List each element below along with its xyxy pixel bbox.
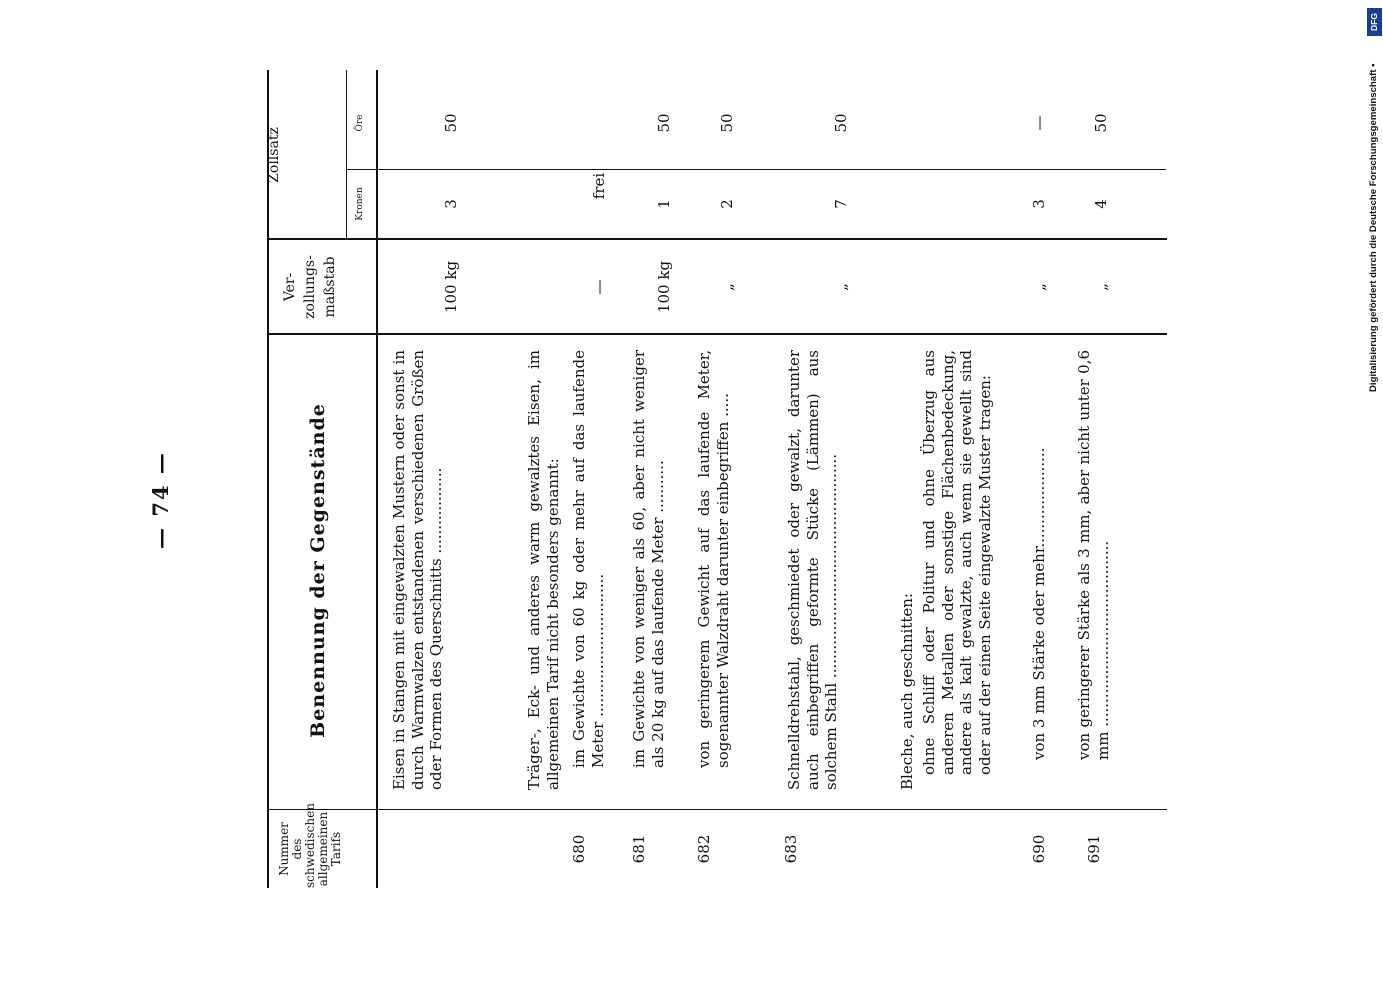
header-description: Benennung der Gegenstände — [307, 403, 329, 738]
digitization-watermark — [1365, 10, 1383, 392]
table-row-description: Schnelldrehstahl, geschmiedet oder gewalzt, darunter auch einbegriffen geformte Stücke (Lämmen) aus solchem Stahl ............................................... — [785, 350, 840, 790]
header-kronen: Kronen — [355, 187, 365, 221]
table-row-ore: 50 — [1092, 113, 1110, 133]
header-unit: Ver- zollungs- maßstab — [282, 255, 338, 319]
table-row-number: 690 — [1030, 834, 1048, 864]
table-row-description: Träger-, Eck- und anderes warm gewalztes Eisen, im allgemeinen Tarif nicht besonders genannt: — [525, 350, 562, 790]
table-row-number: 691 — [1085, 834, 1103, 864]
table-row-ore: 50 — [718, 113, 736, 133]
table-row-unit: „ — [1030, 283, 1048, 291]
table-row-description: von geringerer Stärke als 3 mm, aber nicht unter 0,6 mm ....................................... — [1075, 350, 1112, 760]
table-row-number: 683 — [782, 834, 800, 864]
watermark-text: Digitalisierung gefördert durch die Deutsche Forschungsgemeinschaft • — [1368, 63, 1379, 392]
dfg-logo-text: DFG — [1369, 13, 1379, 31]
table-row-unit: „ — [1092, 283, 1110, 291]
table-row-number: 681 — [630, 834, 648, 864]
table-row-ore: 50 — [442, 113, 460, 133]
table-row-kronen: 1 — [655, 199, 673, 209]
table-header-rule — [376, 70, 378, 888]
table-row-kronen: 3 — [442, 199, 460, 209]
table-row-unit: „ — [718, 283, 736, 291]
table-row-kronen: frei — [590, 172, 608, 200]
header-rate: Zollsatz — [266, 127, 282, 183]
table-row-ore: 50 — [655, 113, 673, 133]
table-row-number: 680 — [570, 834, 588, 864]
table-row-kronen: 7 — [832, 199, 850, 209]
table-row-unit: — — [590, 279, 608, 295]
table-row-description: von 3 mm Stärke oder mehr..................... — [1030, 447, 1048, 760]
table-row-ore: 50 — [832, 113, 850, 133]
page-number: — 74 — — [148, 451, 173, 549]
table-row-description: im Gewichte von weniger als 60, aber nicht weniger als 20 kg auf das laufende Meter ........... — [630, 350, 667, 768]
table-row-description: ohne Schliff oder Politur und ohne Überzug aus anderen Metallen oder sonstige Flächenbedeckung, andere als kalt gewalzte, auch wenn sie gewellt sind oder auf der einen Seite eingewalzte Muster tragen: — [920, 350, 994, 775]
table-row-description: Bleche, auch geschnitten: — [898, 593, 916, 790]
table-row-description: von geringerem Gewicht auf das laufende Meter, sogenannter Walzdraht darunter einbegriffen ..... — [695, 350, 732, 768]
table-row-number: 682 — [695, 834, 713, 864]
table-row-unit: 100 kg — [655, 260, 673, 314]
table-row-ore: — — [1030, 115, 1048, 131]
table-row-kronen: 3 — [1030, 199, 1048, 209]
table-row-kronen: 2 — [718, 199, 736, 209]
rate-subheader-rule — [346, 70, 347, 238]
table-row-description: Eisen in Stangen mit eingewalzten Mustern oder sonst in durch Warmwalzen entstandenen verschiedenen Größen oder Formen des Querschnitts .................. — [390, 350, 445, 790]
table-row-unit: 100 kg — [442, 260, 460, 314]
table-row-unit: „ — [832, 283, 850, 291]
header-ore: Öre — [355, 114, 365, 132]
table-row-kronen: 4 — [1092, 199, 1110, 209]
table-row-description: im Gewichte von 60 kg oder mehr auf das laufende Meter .............................. — [570, 350, 607, 768]
header-number: Nummer des schwedischen allgemeinen Tarifs — [277, 803, 343, 888]
